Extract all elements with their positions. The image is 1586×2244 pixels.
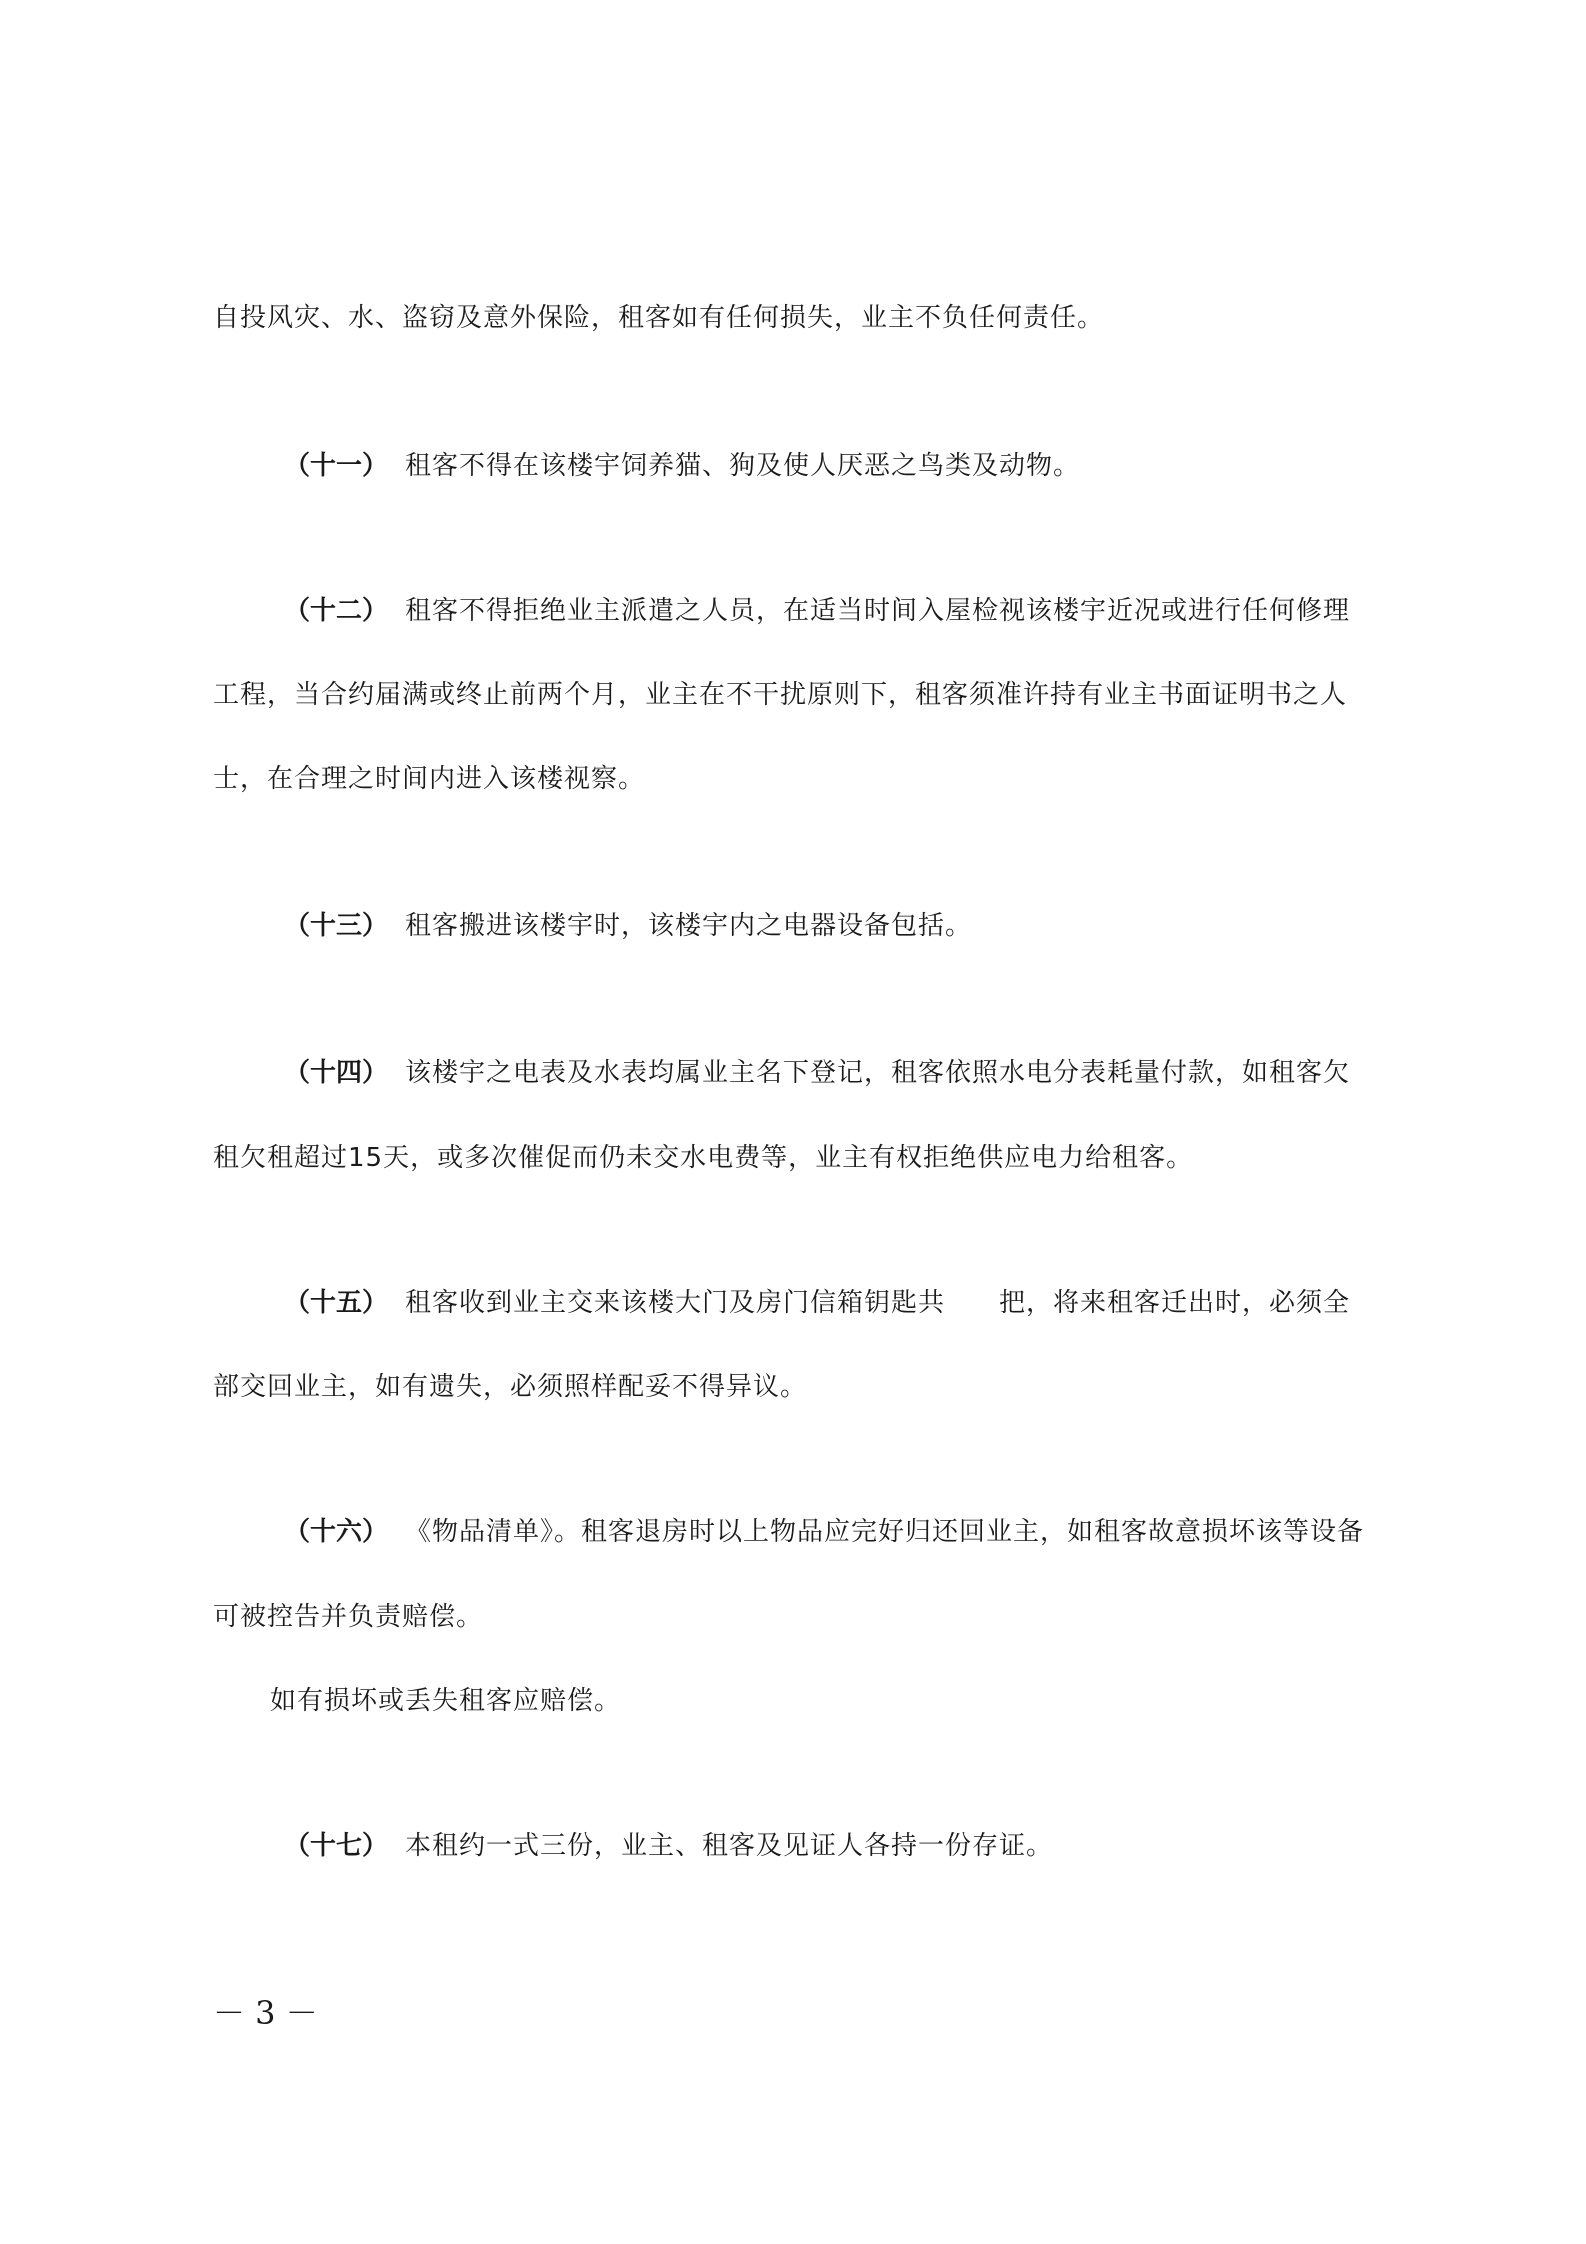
clause-number-16: （十六） — [284, 1517, 389, 1547]
clause-12-line-3: 士，在合理之时间内进入该楼视察。 — [213, 764, 646, 794]
clause-14-line-2: 租欠租超过15天，或多次催促而仍未交水电费等，业主有权拒绝供应电力给租客。 — [213, 1143, 1194, 1173]
clause-12-line-2: 工程，当合约届满或终止前两个月，业主在不干扰原则下，租客须准许持有业主书面证明书之人 — [213, 680, 1348, 710]
clause-number-17: （十七） — [284, 1831, 389, 1861]
clause-number-12: （十二） — [284, 596, 389, 626]
clause-number-14: （十四） — [284, 1058, 389, 1088]
clause-number-15: （十五） — [284, 1288, 389, 1318]
clause-17-text: 本租约一式三份，业主、租客及见证人各持一份存证。 — [405, 1831, 1054, 1861]
paragraph-line: 自投风灾、水、盗窃及意外保险，租客如有任何损失，业主不负任何责任。 — [213, 303, 1105, 333]
clause-11-text: 租客不得在该楼宇饲养猫、狗及使人厌恶之鸟类及动物。 — [405, 451, 1081, 481]
clause-14-text: 该楼宇之电表及水表均属业主名下登记，租客依照水电分表耗量付款，如租客欠 — [405, 1058, 1351, 1088]
clause-15-text: 租客收到业主交来该楼大门及房门信箱钥匙共 把，将来租客迁出时，必须全 — [405, 1288, 1351, 1318]
clause-16-text: 《物品清单》。租客退房时以上物品应完好归还回业主，如租客故意损坏该等设备 — [405, 1517, 1365, 1547]
clause-16-line-3: 如有损坏或丢失租客应赔偿。 — [270, 1686, 622, 1716]
clause-16-line-2: 可被控告并负责赔偿。 — [213, 1602, 484, 1632]
clause-number-11: （十一） — [284, 451, 389, 481]
clause-13-text: 租客搬进该楼宇时，该楼宇内之电器设备包括。 — [405, 911, 973, 941]
page-number: － 3 － — [213, 1994, 318, 2032]
clause-15-line-2: 部交回业主，如有遗失，必须照样配妥不得异议。 — [213, 1372, 808, 1402]
clause-12-text: 租客不得拒绝业主派遣之人员，在适当时间入屋检视该楼宇近况或进行任何修理 — [405, 596, 1351, 626]
clause-number-13: （十三） — [284, 911, 389, 941]
